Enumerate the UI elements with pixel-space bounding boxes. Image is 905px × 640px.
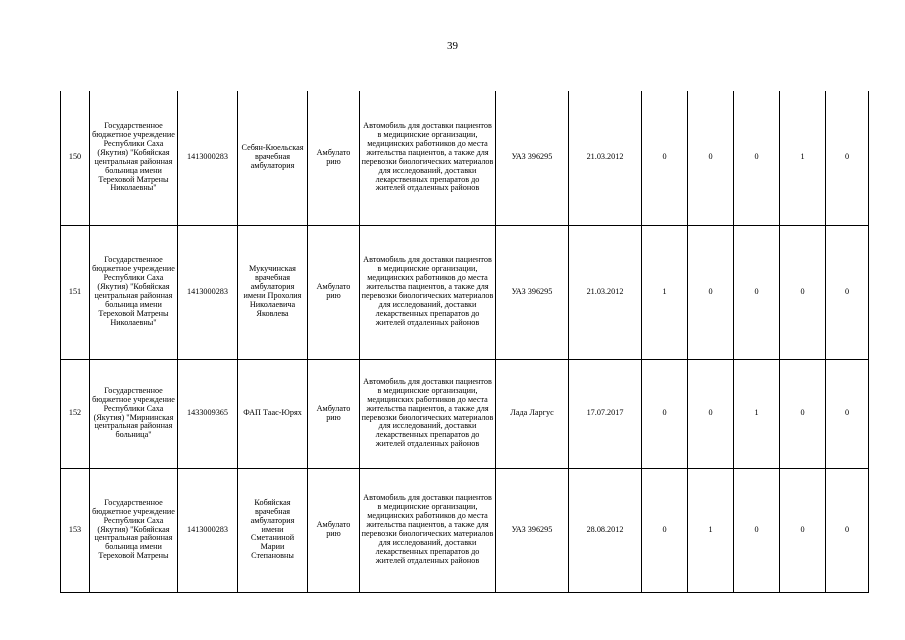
vehicle-model: Лада Ларгус	[496, 359, 569, 468]
row-number: 153	[61, 468, 90, 592]
inn-code: 1413000283	[178, 468, 238, 592]
institution-name: Государственное бюджетное учреждение Республики Саха (Якутия) "Кобяйская центральная районная больница имени Тереховой Матрены	[90, 468, 178, 592]
table-row	[61, 359, 869, 468]
vehicle-purpose: Автомобиль для доставки пациентов в медицинские организации, медицинских работников до места жительства пациентов, а также для перевозки биологических материалов для исследований, доставки лекарственных препаратов до жителей отдаленных районов	[360, 91, 496, 225]
table-row	[61, 91, 869, 225]
institution-name: Государственное бюджетное учреждение Республики Саха (Якутия) "Кобяйская центральная районная больница имени Тереховой Матрены Николаевны"	[90, 91, 178, 225]
count-value-4: 1	[780, 91, 826, 225]
registration-date: 21.03.2012	[569, 91, 642, 225]
count-value-5: 0	[826, 359, 869, 468]
count-value-1: 0	[642, 359, 688, 468]
count-value-2: 0	[688, 225, 734, 359]
row-number: 151	[61, 225, 90, 359]
count-value-4: 0	[780, 359, 826, 468]
page-number: 39	[447, 40, 458, 52]
vehicle-model: УАЗ 396295	[496, 225, 569, 359]
count-value-1: 0	[642, 91, 688, 225]
count-value-4: 0	[780, 468, 826, 592]
facility-type: Амбулато рию	[308, 91, 360, 225]
inn-code: 1433009365	[178, 359, 238, 468]
count-value-3: 0	[734, 225, 780, 359]
facility-type: Амбулато рию	[308, 468, 360, 592]
count-value-5: 0	[826, 468, 869, 592]
row-number: 150	[61, 91, 90, 225]
count-value-3: 0	[734, 468, 780, 592]
count-value-3: 0	[734, 91, 780, 225]
count-value-3: 1	[734, 359, 780, 468]
count-value-2: 0	[688, 359, 734, 468]
count-value-2: 1	[688, 468, 734, 592]
count-value-1: 0	[642, 468, 688, 592]
subdivision-name: Мукучинская врачебная амбулатория имени Прохолия Николаевича Яковлева	[238, 225, 308, 359]
vehicle-purpose: Автомобиль для доставки пациентов в медицинские организации, медицинских работников до места жительства пациентов, а также для перевозки биологических материалов для исследований, доставки лекарственных препаратов до жителей отдаленных районов	[360, 359, 496, 468]
vehicle-model: УАЗ 396295	[496, 468, 569, 592]
count-value-2: 0	[688, 91, 734, 225]
facility-type: Амбулато рию	[308, 359, 360, 468]
table-row	[61, 225, 869, 359]
count-value-5: 0	[826, 91, 869, 225]
vehicle-registry-table	[60, 91, 869, 593]
vehicle-purpose: Автомобиль для доставки пациентов в медицинские организации, медицинских работников до места жительства пациентов, а также для перевозки биологических материалов для исследований, доставки лекарственных препаратов до жителей отдаленных районов	[360, 468, 496, 592]
count-value-1: 1	[642, 225, 688, 359]
registration-date: 17.07.2017	[569, 359, 642, 468]
facility-type: Амбулато рию	[308, 225, 360, 359]
registration-date: 21.03.2012	[569, 225, 642, 359]
institution-name: Государственное бюджетное учреждение Республики Саха (Якутия) "Кобяйская центральная районная больница имени Тереховой Матрены Николаевны"	[90, 225, 178, 359]
count-value-4: 0	[780, 225, 826, 359]
subdivision-name: ФАП Таас-Юрях	[238, 359, 308, 468]
vehicle-purpose: Автомобиль для доставки пациентов в медицинские организации, медицинских работников до места жительства пациентов, а также для перевозки биологических материалов для исследований, доставки лекарственных препаратов до жителей отдаленных районов	[360, 225, 496, 359]
institution-name: Государственное бюджетное учреждение Республики Саха (Якутия) "Мирнинская центральная районная больница"	[90, 359, 178, 468]
inn-code: 1413000283	[178, 225, 238, 359]
subdivision-name: Себян-Кюельская врачебная амбулатория	[238, 91, 308, 225]
registration-date: 28.08.2012	[569, 468, 642, 592]
subdivision-name: Кобяйская врачебная амбулатория имени Сметаниной Марии Степановны	[238, 468, 308, 592]
table-row	[61, 468, 869, 592]
inn-code: 1413000283	[178, 91, 238, 225]
row-number: 152	[61, 359, 90, 468]
count-value-5: 0	[826, 225, 869, 359]
vehicle-model: УАЗ 396295	[496, 91, 569, 225]
